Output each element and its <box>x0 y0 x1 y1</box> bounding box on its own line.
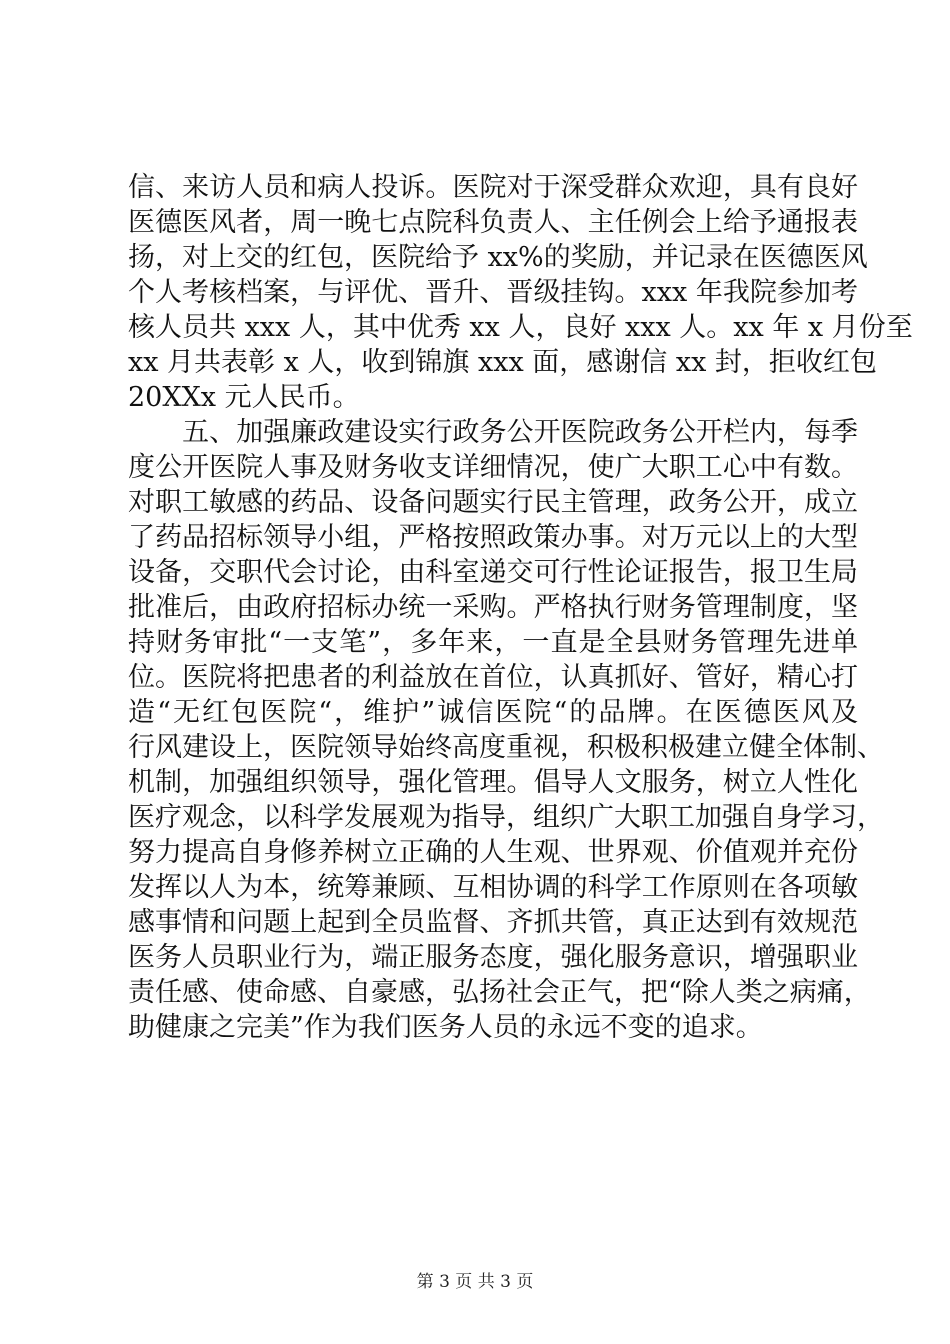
text-line: 感事情和问题上起到全员监督、齐抓共管，真正达到有效规范 <box>128 907 858 938</box>
text-line: 责任感、使命感、自豪感，弘扬社会正气，把“除人类之病痛， <box>128 977 871 1008</box>
text-line: 批准后，由政府招标办统一采购。严格执行财务管理制度，坚 <box>128 592 858 623</box>
text-line: 信、来访人员和病人投诉。医院对于深受群众欢迎，具有良好 <box>128 172 858 203</box>
text-line: 机制，加强组织领导，强化管理。倡导人文服务，树立人性化 <box>128 767 858 798</box>
text-line: 造“无红包医院“，维护”诚信医院“的品牌。在医德医风及 <box>128 697 858 728</box>
text-line: xx 月共表彰 x 人，收到锦旗 xxx 面，感谢信 xx 封，拒收红包 <box>128 347 877 378</box>
text-line: 个人考核档案，与评优、晋升、晋级挂钩。xxx 年我院参加考 <box>128 277 858 308</box>
text-line: 20XXx 元人民币。 <box>128 382 360 413</box>
text-line: 核人员共 xxx 人，其中优秀 xx 人，良好 xxx 人。xx 年 x 月份至 <box>128 312 913 343</box>
text-line: 医务人员职业行为，端正服务态度，强化服务意识，增强职业 <box>128 942 858 973</box>
text-line: 设备，交职代会讨论，由科室递交可行性论证报告，报卫生局 <box>128 557 858 588</box>
document-body <box>128 170 913 1045</box>
text-line: 助健康之完美”作为我们医务人员的永远不变的追求。 <box>128 1012 763 1043</box>
text-line: 扬，对上交的红包，医院给予 xx%的奖励，并记录在医德医风 <box>128 242 868 273</box>
text-line: 医疗观念，以科学发展观为指导，组织广大职工加强自身学习， <box>128 802 884 833</box>
text-line: 五、加强廉政建设实行政务公开医院政务公开栏内，每季 <box>128 417 858 448</box>
text-line: 位。医院将把患者的利益放在首位，认真抓好、管好，精心打 <box>128 662 858 693</box>
text-line: 医德医风者，周一晚七点院科负责人、主任例会上给予通报表 <box>128 207 858 238</box>
text-line: 持财务审批“一支笔”，多年来，一直是全县财务管理先进单 <box>128 627 858 658</box>
text-line: 行风建设上，医院领导始终高度重视，积极积极建立健全体制、 <box>128 732 884 763</box>
text-line: 努力提高自身修养树立正确的人生观、世界观、价值观并充份 <box>128 837 858 868</box>
text-line: 了药品招标领导小组，严格按照政策办事。对万元以上的大型 <box>128 522 858 553</box>
text-line: 度公开医院人事及财务收支详细情况，使广大职工心中有数。 <box>128 452 858 483</box>
page-number: 第 3 页 共 3 页 <box>416 1272 534 1292</box>
page-footer <box>0 1271 950 1293</box>
text-line: 对职工敏感的药品、设备问题实行民主管理，政务公开，成立 <box>128 487 858 518</box>
text-line: 发挥以人为本，统筹兼顾、互相协调的科学工作原则在各项敏 <box>128 872 858 903</box>
